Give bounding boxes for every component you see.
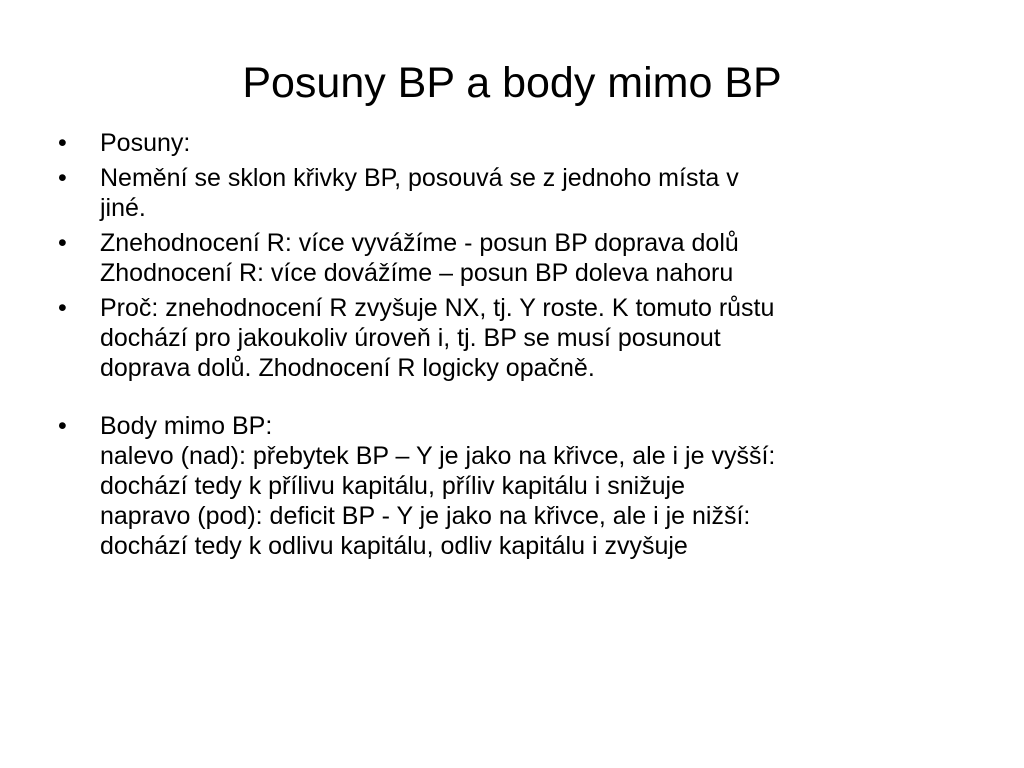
- bullet-text-line: dochází tedy k přílivu kapitálu, příliv kapitálu i snižuje: [100, 472, 686, 500]
- bullet-text-line: Znehodnocení R: více vyvážíme - posun BP doprava dolů: [100, 229, 739, 257]
- bullet-item-proc: [58, 293, 978, 383]
- bullet-item-body-mimo: [58, 411, 978, 561]
- bullet-icon: •: [58, 294, 67, 322]
- bullet-list: [58, 128, 978, 566]
- bullet-text-line: Zhodnocení R: více dovážíme – posun BP doleva nahoru: [100, 259, 734, 287]
- bullet-text-line: Nemění se sklon křivky BP, posouvá se z jednoho místa v: [100, 164, 739, 192]
- bullet-item-znehodnoceni: [58, 228, 978, 288]
- bullet-text-line: Posuny:: [100, 129, 191, 157]
- bullet-icon: •: [58, 412, 67, 440]
- bullet-text-line: napravo (pod): deficit BP - Y je jako na křivce, ale i je nižší:: [100, 502, 751, 530]
- bullet-text-line: Body mimo BP:: [100, 412, 273, 440]
- bullet-text-line: jiné.: [100, 194, 146, 222]
- bullet-icon: •: [58, 164, 67, 192]
- bullet-text-line: Proč: znehodnocení R zvyšuje NX, tj. Y roste. K tomuto růstu: [100, 294, 775, 322]
- bullet-text-line: dochází tedy k odlivu kapitálu, odliv kapitálu i zvyšuje: [100, 532, 688, 560]
- bullet-icon: •: [58, 229, 67, 257]
- bullet-item-posuny: [58, 128, 978, 158]
- bullet-item-sklon: [58, 163, 978, 223]
- bullet-text-line: nalevo (nad): přebytek BP – Y je jako na křivce, ale i je vyšší:: [100, 442, 776, 470]
- bullet-text-line: dochází pro jakoukoliv úroveň i, tj. BP se musí posunout: [100, 324, 721, 352]
- bullet-icon: •: [58, 129, 67, 157]
- bullet-text-line: doprava dolů. Zhodnocení R logicky opačně.: [100, 354, 595, 382]
- slide-title: Posuny BP a body mimo BP: [242, 59, 782, 107]
